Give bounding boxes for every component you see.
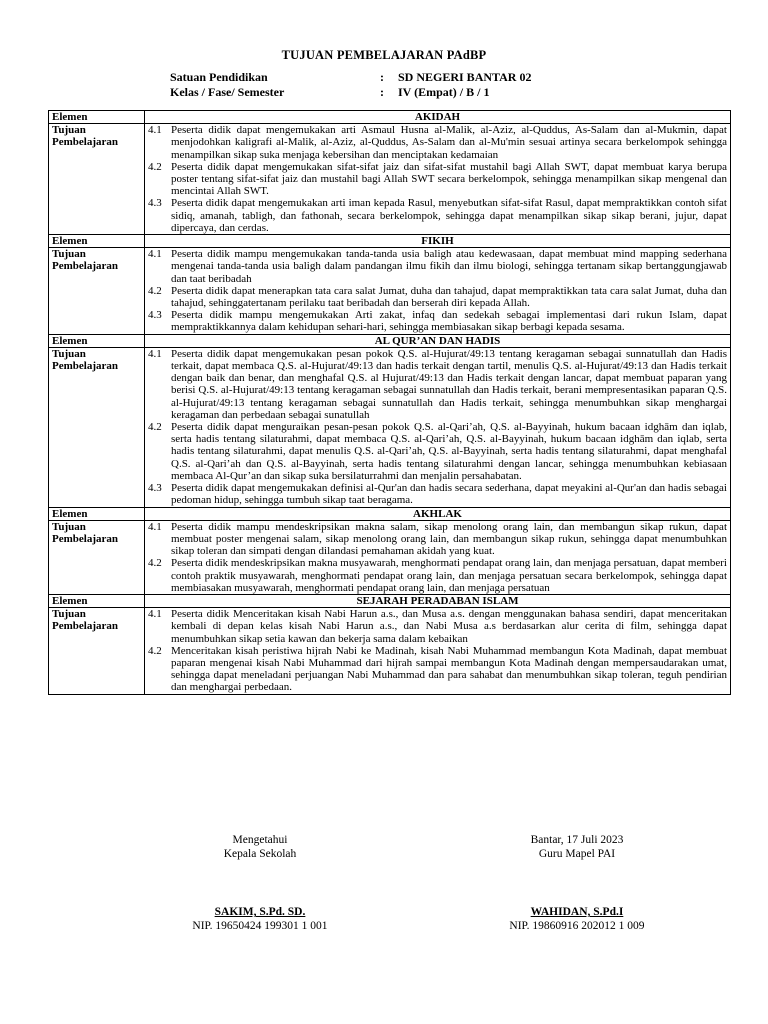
signature-nip: NIP. 19860916 202012 1 009	[509, 919, 645, 932]
signature-caption: Mengetahui	[232, 834, 288, 846]
goal-label: Tujuan Pembelajaran	[49, 248, 145, 334]
goal-item	[148, 348, 727, 421]
meta-label: Satuan Pendidikan	[170, 70, 268, 84]
section-heading: SEJARAH PERADABAN ISLAM	[145, 594, 731, 607]
goal-list	[145, 347, 731, 507]
signature-left	[140, 834, 380, 933]
goal-text: Peserta didik dapat mengemukakan sifat-sifat jaiz dan sifat-sifat mustahil bagi Allah SWT, dapat membuat karya berupa poster tentang sifat-sifat jaiz dan mustahil bagi Allah SWT secara berkelompok, sehingga menampilkan sikap mengenal dan mencintai Allah SWT.	[171, 160, 727, 198]
element-label: Elemen	[49, 594, 145, 607]
goal-text: Menceritakan kisah peristiwa hijrah Nabi ke Madinah, kisah Nabi Muhammad membangun Kota Madinah, dapat membuat paparan mengenai kisah Nabi Muhammad dari hijrah sampai membangun Kota Madinah dengan mempersaudarakan umat, sehingga dapat meneladani perjuangan Nabi Muhammad dan para sahabat dan menumbuhkan sikap toleran, teguh pendirian dan menghargai perbedaan.	[171, 644, 727, 694]
element-label: Elemen	[49, 334, 145, 347]
meta-row-school	[170, 70, 531, 85]
section-header-row	[49, 111, 731, 124]
goal-item	[148, 521, 727, 558]
goal-text: Peserta didik dapat mengemukakan definisi al-Qur'an dan hadis secara sederhana, dapat meyakini al-Qur'an dan hadis sebagai pedoman hidup, sehingga tumbuh sikap taat beragama.	[171, 482, 727, 507]
goal-label: Tujuan Pembelajaran	[49, 608, 145, 694]
goal-list	[145, 124, 731, 235]
signature-name: WAHIDAN, S.Pd.I	[530, 906, 624, 918]
goal-label: Tujuan Pembelajaran	[49, 520, 145, 594]
meta-row-class	[170, 85, 531, 100]
section-heading: AKHLAK	[145, 507, 731, 520]
goal-text: Peserta didik dapat mengemukakan arti iman kepada Rasul, menyebutkan sifat-sifat Rasul, dapat mempraktikkan contoh sifat sidiq, amanah, tabligh, dan fathonah, secara berkelompok, sehingga dapat menampilkan sikap sikap berani, jujur, dapat dipercaya, dan cerdas.	[171, 197, 727, 234]
goal-item	[148, 161, 727, 198]
meta-value: IV (Empat) / B / 1	[398, 85, 490, 99]
goal-number: 4.3	[148, 482, 162, 495]
goal-item	[148, 608, 727, 645]
goal-number: 4.1	[148, 608, 162, 621]
goal-number: 4.2	[148, 284, 162, 297]
learning-goals-table	[48, 110, 731, 695]
goal-number: 4.2	[148, 644, 162, 657]
goal-label: Tujuan Pembelajaran	[49, 124, 145, 235]
goal-number: 4.3	[148, 197, 162, 210]
meta-label: Kelas / Fase/ Semester	[170, 85, 285, 99]
goal-item	[148, 557, 727, 594]
section-heading: AKIDAH	[145, 111, 731, 124]
goal-list	[145, 608, 731, 694]
goal-item	[148, 309, 727, 333]
meta-colon: :	[380, 85, 384, 99]
section-header-row	[49, 334, 731, 347]
signature-role: Guru Mapel PAI	[538, 847, 616, 860]
goal-text: Peserta didik mampu mengemukakan Arti zakat, infaq dan sedekah sebagai implementasi dari rukun Islam, dapat mempraktikkannya dalam kehidupan sehari-hari, sehingga membiasakan sikap berbagi kepada sesama.	[171, 309, 727, 334]
goal-item	[148, 248, 727, 285]
goal-item	[148, 645, 727, 694]
goal-number: 4.2	[148, 557, 162, 570]
meta-colon: :	[380, 70, 384, 84]
goal-list	[145, 520, 731, 594]
element-label: Elemen	[49, 111, 145, 124]
goal-text: Peserta didik Menceritakan kisah Nabi Harun a.s., dan Musa a.s. dengan menggunakan bahasa sendiri, dapat menceritakan kembali di depan kelas kisah Nabi Harun a.s., dan Nabi Musa a.s berdasarkan alur cerita di film, sehingga dapat menumbuhkan sikap setia kawan dan bekerja sama dalam kebaikan	[171, 608, 727, 645]
goal-number: 4.2	[148, 160, 162, 173]
section-heading: FIKIH	[145, 235, 731, 248]
goal-item	[148, 421, 727, 482]
goal-text: Peserta didik mampu mengemukakan tanda-tanda usia baligh atau kedewasaan, dapat membuat mind mapping sederhana mengenai tanda-tanda usia baligh dalam pandangan ilmu fikih dan ilmu biologi, sehingga tertanam sikap bertanggungjawab dan taat beribadah	[171, 248, 727, 285]
goal-number: 4.1	[148, 347, 162, 360]
goal-text: Peserta didik dapat mengemukakan pesan pokok Q.S. al-Hujurat/49:13 tentang keragaman sebagai sunnatullah dan Hadis terkait, dapat membaca Q.S. al-Hujurat/49:13 dan hadis terkait dengan tartil, menulis Q.S. al-Hujurat/49:13 dan Hadis terkait dengan baik dan benar, dan menghafal Q.S. al Hujurat/49:13 dan Hadis terkait dengan lancar, dapat membuat paparan yang berisi Q.S. al-Hujurat/49:13 tentang keragaman sebagai sunnatullah dan Hadis terkait, berani mempresentasikan paparan Q.S. al-Hujurat/49:13 tentang keragaman sebagai sunnatullah dan Hadis terkait, sehingga menumbuhkan sikap menghargai keragaman dan perbedaan sebagai sunatullah	[171, 347, 727, 421]
section-header-row	[49, 594, 731, 607]
section-content-row	[49, 124, 731, 235]
signature-role: Kepala Sekolah	[223, 847, 297, 860]
section-content-row	[49, 347, 731, 507]
goal-item	[148, 124, 727, 161]
goal-number: 4.3	[148, 309, 162, 322]
goal-item	[148, 197, 727, 234]
section-content-row	[49, 520, 731, 594]
goal-item	[148, 285, 727, 309]
section-header-row	[49, 235, 731, 248]
signature-name: SAKIM, S.Pd. SD.	[214, 906, 306, 918]
goal-number: 4.1	[148, 124, 162, 137]
goal-item	[148, 482, 727, 506]
goal-label: Tujuan Pembelajaran	[49, 347, 145, 507]
section-heading: AL QUR’AN DAN HADIS	[145, 334, 731, 347]
goal-list	[145, 248, 731, 334]
signature-right	[457, 834, 697, 933]
goal-text: Peserta didik dapat menguraikan pesan-pesan pokok Q.S. al-Qari’ah, Q.S. al-Bayyinah, hukum bacaan idghām dan iqlab, serta hadis tentang silaturahmi, dapat membaca Q.S. al-Qari’ah, Q.S. al-Bayyinah, hukum bacaan idghām dan iqlab, serta hadis tentang silaturahmi, dapat menulis Q.S. al-Qari’ah, Q.S. al-Bayyinah, serta hadis tentang silaturahmi, dapat menghafal Q.S. al-Qari’ah dan Q.S. al-Bayyinah, serta hadis tentang silaturahmi dengan lancar, sehingga menumbuhkan kebiasaan membaca Al-Qur’an dan sikap suka bersilaturrahmi dan menjalin persahabatan.	[171, 421, 727, 482]
document-title: TUJUAN PEMBELAJARAN PAdBP	[281, 48, 487, 62]
section-content-row	[49, 248, 731, 334]
goal-text: Peserta didik dapat mengemukakan arti Asmaul Husna al-Malik, al-Aziz, al-Quddus, As-Salam dan al-Mukmin, dapat menjodohkan kaligrafi al-Malik, al-Aziz, al-Quddus, As-Salam dan al-Mu'min sesuai artinya secara berkelompok sehingga menampilkan sikap suka menjaga kebersihan dan menciptakan kedamaian	[171, 124, 727, 161]
goal-number: 4.2	[148, 421, 162, 434]
goal-text: Peserta didik dapat menerapkan tata cara salat Jumat, duha dan tahajud, dapat mempraktikkan tata cara salat Jumat, duha dan tahajud, sehinggatertanam perilaku taat beribadah dan berserah diri kepada Allah.	[171, 284, 727, 310]
signature-date: Bantar, 17 Juli 2023	[530, 834, 624, 846]
element-label: Elemen	[49, 507, 145, 520]
goal-number: 4.1	[148, 520, 162, 533]
document-meta	[170, 70, 531, 100]
section-content-row	[49, 608, 731, 694]
signature-nip: NIP. 19650424 199301 1 001	[192, 919, 328, 932]
goal-number: 4.1	[148, 248, 162, 261]
element-label: Elemen	[49, 235, 145, 248]
goal-text: Peserta didik mendeskripsikan makna musyawarah, menghormati pendapat orang lain, dan menjaga persatuan, dapat memberi contoh praktik musyawarah, menghormati pendapat orang lain, dan menjaga persatuan secara berkelompok, sehingga dapat membiasakan musyawarah, menghormati pendapat orang lain, dan menjaga persatuan	[171, 557, 727, 594]
meta-value: SD NEGERI BANTAR 02	[398, 70, 532, 84]
section-header-row	[49, 507, 731, 520]
goal-text: Peserta didik mampu mendeskripsikan makna salam, sikap menolong orang lain, dan membangun sikap rukun, dapat membuat poster mengenai salam, sikap menolong orang lain, dan membangun sikap rukun, sehingga dapat menumbuhkan sikap toleran dan simpati dengan dilandasi pemahaman akidah yang kuat.	[171, 520, 727, 558]
